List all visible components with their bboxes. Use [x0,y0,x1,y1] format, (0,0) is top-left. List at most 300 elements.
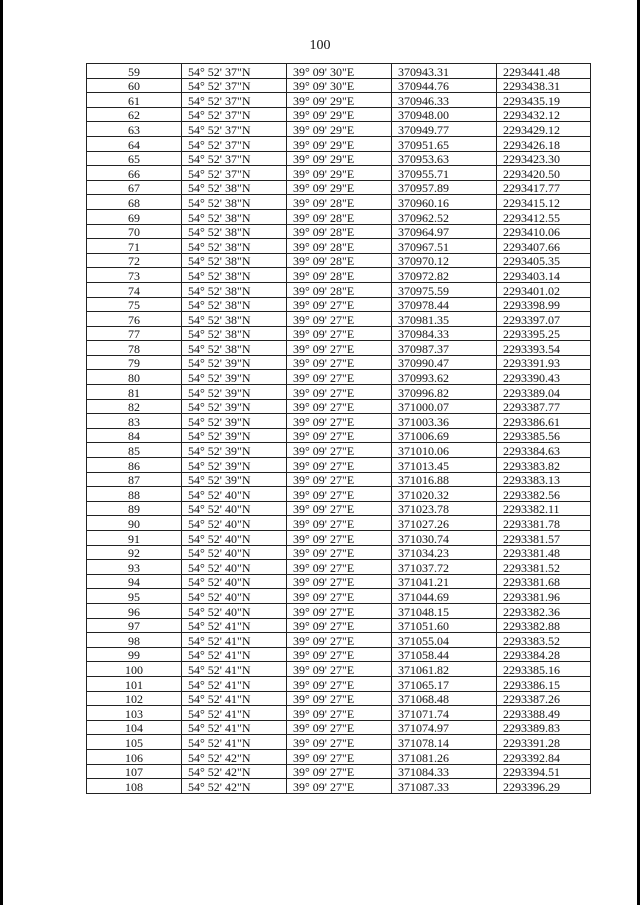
point-number-cell: 94 [87,574,182,589]
point-number-cell: 82 [87,399,182,414]
table-row [87,195,591,210]
longitude-cell: 39° 09' 28"E [287,268,392,283]
x-coordinate-cell: 371020.32 [392,487,497,502]
point-number-cell: 104 [87,720,182,735]
table-row [87,735,591,750]
latitude-cell: 54° 52' 39"N [182,458,287,473]
y-coordinate-cell: 2293432.12 [497,107,591,122]
x-coordinate-cell: 371030.74 [392,531,497,546]
y-coordinate-cell: 2293381.68 [497,574,591,589]
y-coordinate-cell: 2293397.07 [497,312,591,327]
y-coordinate-cell: 2293403.14 [497,268,591,283]
point-number-cell: 100 [87,662,182,677]
table-row [87,297,591,312]
latitude-cell: 54° 52' 40"N [182,531,287,546]
y-coordinate-cell: 2293438.31 [497,78,591,93]
table-row [87,472,591,487]
longitude-cell: 39° 09' 27"E [287,589,392,604]
y-coordinate-cell: 2293381.96 [497,589,591,604]
latitude-cell: 54° 52' 38"N [182,253,287,268]
latitude-cell: 54° 52' 39"N [182,414,287,429]
longitude-cell: 39° 09' 27"E [287,574,392,589]
latitude-cell: 54° 52' 41"N [182,676,287,691]
point-number-cell: 64 [87,136,182,151]
longitude-cell: 39° 09' 27"E [287,764,392,779]
y-coordinate-cell: 2293389.83 [497,720,591,735]
longitude-cell: 39° 09' 27"E [287,312,392,327]
y-coordinate-cell: 2293390.43 [497,370,591,385]
point-number-cell: 63 [87,122,182,137]
table-row [87,93,591,108]
y-coordinate-cell: 2293381.78 [497,516,591,531]
longitude-cell: 39° 09' 27"E [287,443,392,458]
x-coordinate-cell: 370967.51 [392,239,497,254]
point-number-cell: 99 [87,647,182,662]
x-coordinate-cell: 371068.48 [392,691,497,706]
point-number-cell: 107 [87,764,182,779]
table-row [87,647,591,662]
x-coordinate-cell: 371003.36 [392,414,497,429]
point-number-cell: 86 [87,458,182,473]
table-row [87,341,591,356]
point-number-cell: 75 [87,297,182,312]
y-coordinate-cell: 2293394.51 [497,764,591,779]
x-coordinate-cell: 371023.78 [392,501,497,516]
x-coordinate-cell: 370984.33 [392,326,497,341]
x-coordinate-cell: 371013.45 [392,458,497,473]
x-coordinate-cell: 371037.72 [392,560,497,575]
latitude-cell: 54° 52' 40"N [182,603,287,618]
latitude-cell: 54° 52' 41"N [182,706,287,721]
longitude-cell: 39° 09' 27"E [287,749,392,764]
point-number-cell: 85 [87,443,182,458]
y-coordinate-cell: 2293388.49 [497,706,591,721]
x-coordinate-cell: 370972.82 [392,268,497,283]
point-number-cell: 77 [87,326,182,341]
point-number-cell: 79 [87,355,182,370]
point-number-cell: 91 [87,531,182,546]
x-coordinate-cell: 371048.15 [392,603,497,618]
table-row [87,151,591,166]
y-coordinate-cell: 2293381.57 [497,531,591,546]
latitude-cell: 54° 52' 38"N [182,224,287,239]
y-coordinate-cell: 2293435.19 [497,93,591,108]
y-coordinate-cell: 2293387.77 [497,399,591,414]
longitude-cell: 39° 09' 27"E [287,516,392,531]
table-row [87,662,591,677]
coordinates-table-body [87,64,591,794]
latitude-cell: 54° 52' 38"N [182,341,287,356]
point-number-cell: 101 [87,676,182,691]
point-number-cell: 78 [87,341,182,356]
y-coordinate-cell: 2293391.28 [497,735,591,750]
longitude-cell: 39° 09' 29"E [287,136,392,151]
latitude-cell: 54° 52' 37"N [182,166,287,181]
table-row [87,136,591,151]
x-coordinate-cell: 371061.82 [392,662,497,677]
longitude-cell: 39° 09' 27"E [287,720,392,735]
latitude-cell: 54° 52' 39"N [182,370,287,385]
y-coordinate-cell: 2293385.16 [497,662,591,677]
latitude-cell: 54° 52' 37"N [182,64,287,79]
latitude-cell: 54° 52' 40"N [182,487,287,502]
longitude-cell: 39° 09' 27"E [287,370,392,385]
latitude-cell: 54° 52' 39"N [182,385,287,400]
longitude-cell: 39° 09' 27"E [287,676,392,691]
table-row [87,370,591,385]
table-row [87,209,591,224]
latitude-cell: 54° 52' 38"N [182,326,287,341]
y-coordinate-cell: 2293410.06 [497,224,591,239]
table-row [87,78,591,93]
x-coordinate-cell: 371074.97 [392,720,497,735]
longitude-cell: 39° 09' 27"E [287,487,392,502]
point-number-cell: 67 [87,180,182,195]
longitude-cell: 39° 09' 28"E [287,195,392,210]
x-coordinate-cell: 370978.44 [392,297,497,312]
longitude-cell: 39° 09' 30"E [287,64,392,79]
point-number-cell: 83 [87,414,182,429]
x-coordinate-cell: 371016.88 [392,472,497,487]
longitude-cell: 39° 09' 27"E [287,735,392,750]
x-coordinate-cell: 370943.31 [392,64,497,79]
table-row [87,779,591,794]
point-number-cell: 106 [87,749,182,764]
latitude-cell: 54° 52' 40"N [182,574,287,589]
x-coordinate-cell: 370960.16 [392,195,497,210]
x-coordinate-cell: 371071.74 [392,706,497,721]
table-row [87,312,591,327]
x-coordinate-cell: 370955.71 [392,166,497,181]
y-coordinate-cell: 2293382.11 [497,501,591,516]
y-coordinate-cell: 2293396.29 [497,779,591,794]
longitude-cell: 39° 09' 27"E [287,385,392,400]
table-row [87,545,591,560]
latitude-cell: 54° 52' 42"N [182,779,287,794]
latitude-cell: 54° 52' 41"N [182,735,287,750]
latitude-cell: 54° 52' 37"N [182,136,287,151]
point-number-cell: 68 [87,195,182,210]
y-coordinate-cell: 2293383.52 [497,633,591,648]
scan-edge-left [0,0,3,905]
x-coordinate-cell: 371087.33 [392,779,497,794]
longitude-cell: 39° 09' 29"E [287,180,392,195]
longitude-cell: 39° 09' 27"E [287,647,392,662]
latitude-cell: 54° 52' 37"N [182,122,287,137]
y-coordinate-cell: 2293415.12 [497,195,591,210]
latitude-cell: 54° 52' 42"N [182,749,287,764]
x-coordinate-cell: 370981.35 [392,312,497,327]
table-row [87,749,591,764]
table-row [87,560,591,575]
coordinates-table [86,63,591,794]
longitude-cell: 39° 09' 27"E [287,603,392,618]
latitude-cell: 54° 52' 41"N [182,618,287,633]
point-number-cell: 95 [87,589,182,604]
latitude-cell: 54° 52' 41"N [182,720,287,735]
longitude-cell: 39° 09' 28"E [287,224,392,239]
longitude-cell: 39° 09' 27"E [287,779,392,794]
y-coordinate-cell: 2293382.36 [497,603,591,618]
y-coordinate-cell: 2293412.55 [497,209,591,224]
table-row [87,633,591,648]
x-coordinate-cell: 370964.97 [392,224,497,239]
table-row [87,166,591,181]
table-row [87,516,591,531]
x-coordinate-cell: 371058.44 [392,647,497,662]
x-coordinate-cell: 370957.89 [392,180,497,195]
y-coordinate-cell: 2293383.13 [497,472,591,487]
y-coordinate-cell: 2293423.30 [497,151,591,166]
table-row [87,428,591,443]
y-coordinate-cell: 2293392.84 [497,749,591,764]
y-coordinate-cell: 2293386.61 [497,414,591,429]
table-row [87,282,591,297]
table-row [87,603,591,618]
x-coordinate-cell: 370970.12 [392,253,497,268]
x-coordinate-cell: 370996.82 [392,385,497,400]
longitude-cell: 39° 09' 27"E [287,399,392,414]
table-row [87,224,591,239]
point-number-cell: 103 [87,706,182,721]
longitude-cell: 39° 09' 27"E [287,297,392,312]
y-coordinate-cell: 2293441.48 [497,64,591,79]
longitude-cell: 39° 09' 27"E [287,545,392,560]
y-coordinate-cell: 2293387.26 [497,691,591,706]
y-coordinate-cell: 2293389.04 [497,385,591,400]
y-coordinate-cell: 2293407.66 [497,239,591,254]
latitude-cell: 54° 52' 38"N [182,239,287,254]
point-number-cell: 61 [87,93,182,108]
x-coordinate-cell: 371041.21 [392,574,497,589]
y-coordinate-cell: 2293382.88 [497,618,591,633]
longitude-cell: 39° 09' 27"E [287,691,392,706]
table-row [87,326,591,341]
point-number-cell: 108 [87,779,182,794]
y-coordinate-cell: 2293384.63 [497,443,591,458]
latitude-cell: 54° 52' 37"N [182,151,287,166]
x-coordinate-cell: 370993.62 [392,370,497,385]
y-coordinate-cell: 2293382.56 [497,487,591,502]
page-number: 100 [309,38,331,53]
latitude-cell: 54° 52' 39"N [182,355,287,370]
point-number-cell: 84 [87,428,182,443]
point-number-cell: 90 [87,516,182,531]
longitude-cell: 39° 09' 27"E [287,501,392,516]
longitude-cell: 39° 09' 29"E [287,107,392,122]
latitude-cell: 54° 52' 37"N [182,107,287,122]
point-number-cell: 74 [87,282,182,297]
table-row [87,180,591,195]
point-number-cell: 102 [87,691,182,706]
y-coordinate-cell: 2293393.54 [497,341,591,356]
latitude-cell: 54° 52' 39"N [182,428,287,443]
longitude-cell: 39° 09' 27"E [287,706,392,721]
x-coordinate-cell: 371006.69 [392,428,497,443]
point-number-cell: 60 [87,78,182,93]
x-coordinate-cell: 370949.77 [392,122,497,137]
longitude-cell: 39° 09' 27"E [287,618,392,633]
point-number-cell: 89 [87,501,182,516]
x-coordinate-cell: 371081.26 [392,749,497,764]
longitude-cell: 39° 09' 27"E [287,458,392,473]
longitude-cell: 39° 09' 28"E [287,209,392,224]
longitude-cell: 39° 09' 27"E [287,662,392,677]
x-coordinate-cell: 370953.63 [392,151,497,166]
y-coordinate-cell: 2293426.18 [497,136,591,151]
latitude-cell: 54° 52' 38"N [182,180,287,195]
x-coordinate-cell: 371010.06 [392,443,497,458]
table-row [87,268,591,283]
y-coordinate-cell: 2293395.25 [497,326,591,341]
x-coordinate-cell: 371078.14 [392,735,497,750]
y-coordinate-cell: 2293398.99 [497,297,591,312]
point-number-cell: 92 [87,545,182,560]
latitude-cell: 54° 52' 38"N [182,268,287,283]
y-coordinate-cell: 2293381.48 [497,545,591,560]
point-number-cell: 62 [87,107,182,122]
latitude-cell: 54° 52' 38"N [182,312,287,327]
point-number-cell: 98 [87,633,182,648]
table-row [87,385,591,400]
point-number-cell: 97 [87,618,182,633]
longitude-cell: 39° 09' 27"E [287,341,392,356]
table-row [87,764,591,779]
longitude-cell: 39° 09' 27"E [287,472,392,487]
latitude-cell: 54° 52' 38"N [182,297,287,312]
table-row [87,443,591,458]
longitude-cell: 39° 09' 27"E [287,633,392,648]
latitude-cell: 54° 52' 38"N [182,195,287,210]
latitude-cell: 54° 52' 38"N [182,209,287,224]
y-coordinate-cell: 2293420.50 [497,166,591,181]
point-number-cell: 93 [87,560,182,575]
y-coordinate-cell: 2293401.02 [497,282,591,297]
table-row [87,122,591,137]
latitude-cell: 54° 52' 39"N [182,443,287,458]
longitude-cell: 39° 09' 27"E [287,326,392,341]
y-coordinate-cell: 2293383.82 [497,458,591,473]
y-coordinate-cell: 2293385.56 [497,428,591,443]
point-number-cell: 59 [87,64,182,79]
longitude-cell: 39° 09' 27"E [287,531,392,546]
point-number-cell: 87 [87,472,182,487]
y-coordinate-cell: 2293405.35 [497,253,591,268]
latitude-cell: 54° 52' 39"N [182,399,287,414]
y-coordinate-cell: 2293429.12 [497,122,591,137]
point-number-cell: 70 [87,224,182,239]
y-coordinate-cell: 2293391.93 [497,355,591,370]
longitude-cell: 39° 09' 29"E [287,166,392,181]
x-coordinate-cell: 371084.33 [392,764,497,779]
point-number-cell: 71 [87,239,182,254]
x-coordinate-cell: 371065.17 [392,676,497,691]
table-row [87,691,591,706]
latitude-cell: 54° 52' 41"N [182,633,287,648]
y-coordinate-cell: 2293381.52 [497,560,591,575]
table-row [87,531,591,546]
longitude-cell: 39° 09' 30"E [287,78,392,93]
x-coordinate-cell: 370962.52 [392,209,497,224]
latitude-cell: 54° 52' 41"N [182,691,287,706]
y-coordinate-cell: 2293417.77 [497,180,591,195]
point-number-cell: 66 [87,166,182,181]
table-row [87,574,591,589]
longitude-cell: 39° 09' 28"E [287,282,392,297]
point-number-cell: 69 [87,209,182,224]
point-number-cell: 105 [87,735,182,750]
x-coordinate-cell: 371044.69 [392,589,497,604]
table-row [87,458,591,473]
longitude-cell: 39° 09' 29"E [287,151,392,166]
table-row [87,399,591,414]
table-row [87,618,591,633]
x-coordinate-cell: 371051.60 [392,618,497,633]
latitude-cell: 54° 52' 42"N [182,764,287,779]
latitude-cell: 54° 52' 38"N [182,282,287,297]
latitude-cell: 54° 52' 41"N [182,647,287,662]
point-number-cell: 88 [87,487,182,502]
table-row [87,414,591,429]
table-row [87,706,591,721]
latitude-cell: 54° 52' 41"N [182,662,287,677]
point-number-cell: 81 [87,385,182,400]
point-number-cell: 80 [87,370,182,385]
x-coordinate-cell: 371034.23 [392,545,497,560]
table-row [87,676,591,691]
x-coordinate-cell: 371055.04 [392,633,497,648]
table-row [87,501,591,516]
x-coordinate-cell: 370944.76 [392,78,497,93]
x-coordinate-cell: 370990.47 [392,355,497,370]
longitude-cell: 39° 09' 29"E [287,122,392,137]
x-coordinate-cell: 370975.59 [392,282,497,297]
x-coordinate-cell: 371000.07 [392,399,497,414]
table-row [87,107,591,122]
latitude-cell: 54° 52' 40"N [182,501,287,516]
latitude-cell: 54° 52' 39"N [182,472,287,487]
x-coordinate-cell: 370946.33 [392,93,497,108]
longitude-cell: 39° 09' 28"E [287,253,392,268]
x-coordinate-cell: 370948.00 [392,107,497,122]
x-coordinate-cell: 370987.37 [392,341,497,356]
longitude-cell: 39° 09' 29"E [287,93,392,108]
y-coordinate-cell: 2293384.28 [497,647,591,662]
x-coordinate-cell: 370951.65 [392,136,497,151]
table-row [87,355,591,370]
longitude-cell: 39° 09' 28"E [287,239,392,254]
latitude-cell: 54° 52' 37"N [182,78,287,93]
y-coordinate-cell: 2293386.15 [497,676,591,691]
point-number-cell: 76 [87,312,182,327]
table-row [87,487,591,502]
latitude-cell: 54° 52' 40"N [182,589,287,604]
latitude-cell: 54° 52' 37"N [182,93,287,108]
x-coordinate-cell: 371027.26 [392,516,497,531]
point-number-cell: 65 [87,151,182,166]
latitude-cell: 54° 52' 40"N [182,516,287,531]
table-row [87,253,591,268]
point-number-cell: 72 [87,253,182,268]
latitude-cell: 54° 52' 40"N [182,545,287,560]
table-row [87,239,591,254]
table-row [87,589,591,604]
longitude-cell: 39° 09' 27"E [287,414,392,429]
point-number-cell: 96 [87,603,182,618]
longitude-cell: 39° 09' 27"E [287,560,392,575]
longitude-cell: 39° 09' 27"E [287,428,392,443]
longitude-cell: 39° 09' 27"E [287,355,392,370]
